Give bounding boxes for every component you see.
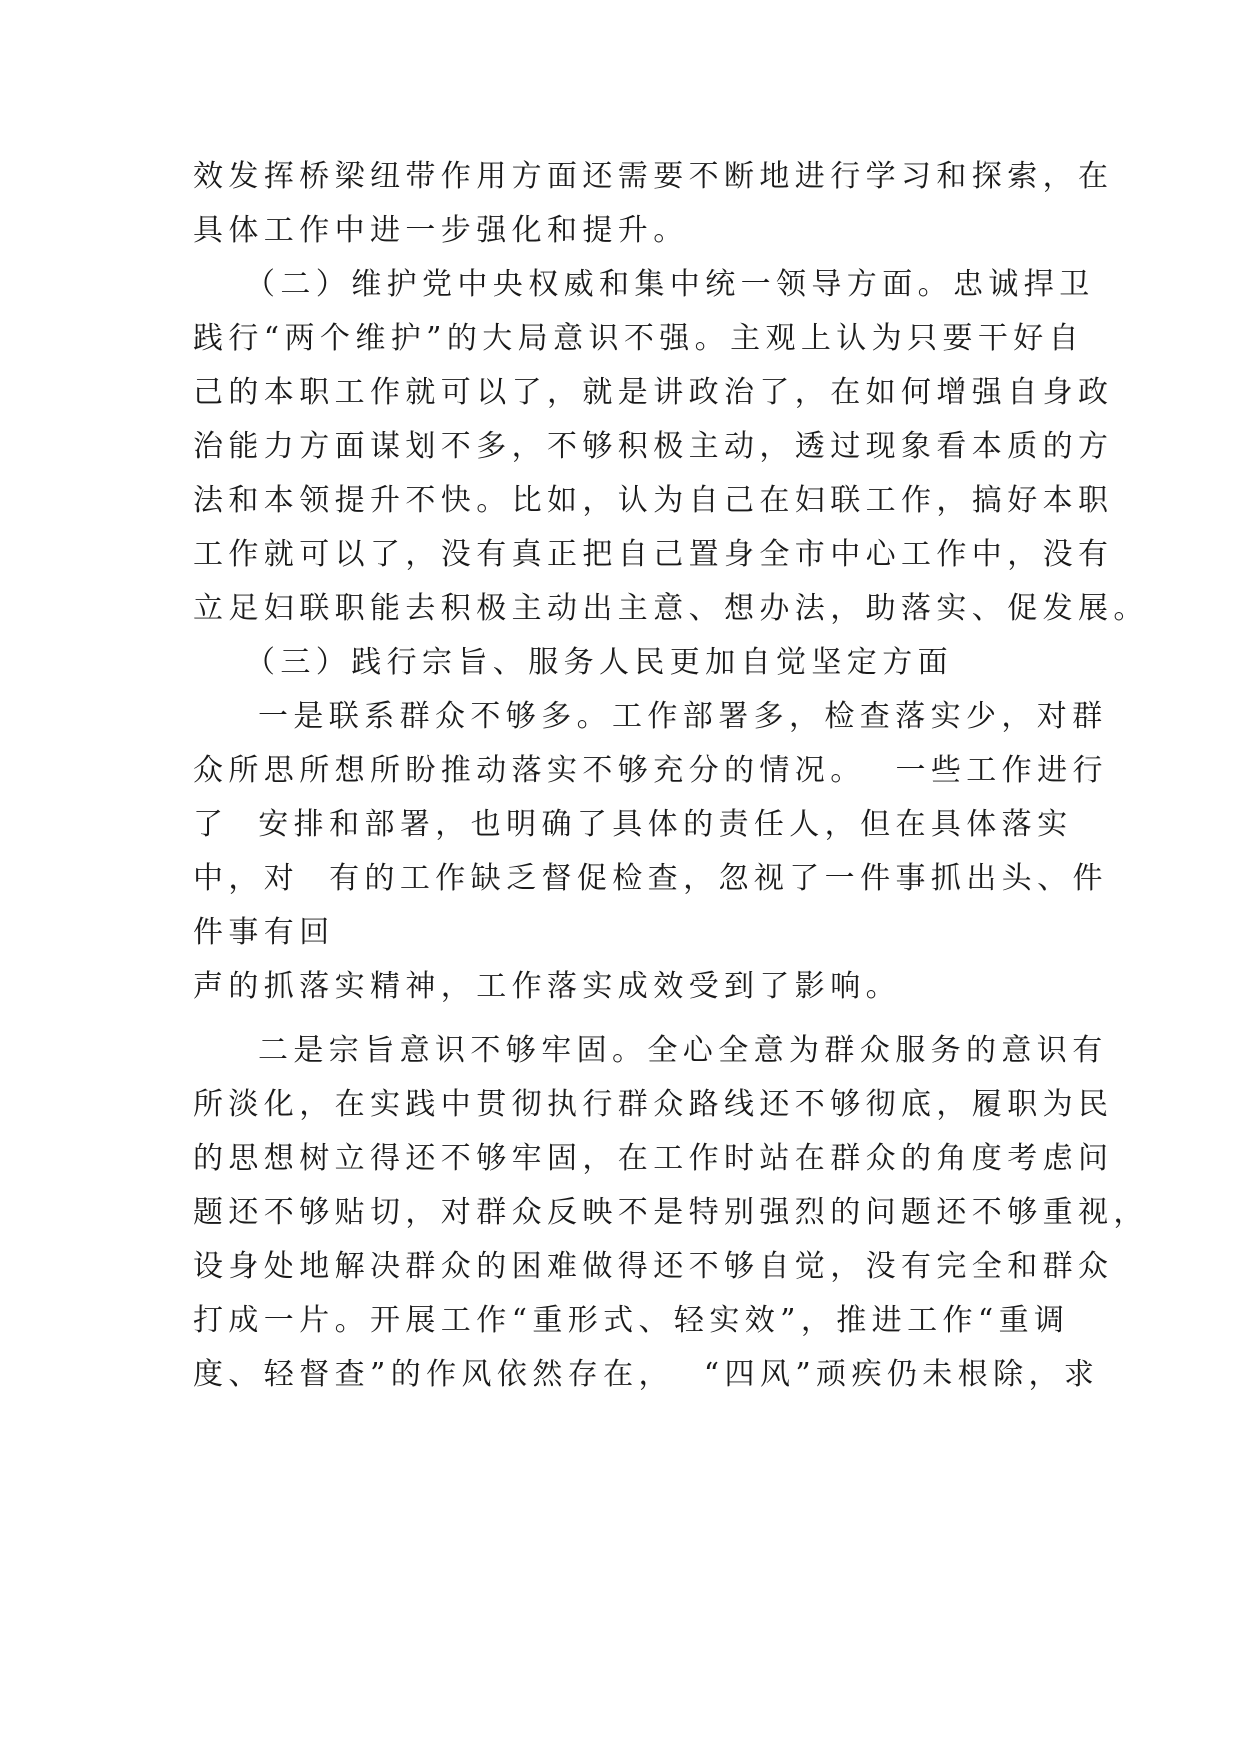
- text-line: 己的本职工作就可以了，就是讲政治了，在如何增强自身政: [193, 375, 1114, 410]
- paragraph-start: 二是宗旨意识不够牢固。全心全意为群众服务的意识有: [258, 1033, 1108, 1068]
- text-line: 所淡化，在实践中贯彻执行群众路线还不够彻底，履职为民: [193, 1087, 1114, 1122]
- section-heading-3: （三）践行宗旨、服务人民更加自觉坚定方面: [245, 645, 953, 680]
- text-line: 众所思所想所盼推动落实不够充分的情况。 一些工作进行: [193, 753, 1108, 788]
- text-line: 法和本领提升不快。比如，认为自己在妇联工作，搞好本职: [193, 483, 1114, 518]
- text-line: 设身处地解决群众的困难做得还不够自觉，没有完全和群众: [193, 1249, 1114, 1284]
- text-line: 了 安排和部署，也明确了具体的责任人，但在具体落实: [193, 807, 1073, 842]
- text-line: 治能力方面谋划不多，不够积极主动，透过现象看本质的方: [193, 429, 1114, 464]
- text-line: 声的抓落实精神，工作落实成效受到了影响。: [193, 969, 901, 1004]
- text-line: 工作就可以了，没有真正把自己置身全市中心工作中，没有: [193, 537, 1114, 572]
- text-line: 中，对 有的工作缺乏督促检查，忽视了一件事抓出头、件: [193, 861, 1108, 896]
- paragraph-start: 一是联系群众不够多。工作部署多，检查落实少，对群: [258, 699, 1108, 734]
- section-heading-2: （二）维护党中央权威和集中统一领导方面。忠诚捍卫: [245, 267, 1095, 302]
- text-line: 件事有回: [193, 915, 335, 950]
- text-line: 立足妇联职能去积极主动出主意、想办法，助落实、促发展。: [193, 591, 1149, 626]
- text-line: 践行“两个维护”的大局意识不强。主观上认为只要干好自: [193, 321, 1085, 356]
- text-line: 具体工作中进一步强化和提升。: [193, 213, 689, 248]
- text-line: 度、轻督查”的作风依然存在， “四风”顽疾仍未根除，求: [193, 1357, 1100, 1392]
- text-line: 打成一片。开展工作“重形式、轻实效”，推进工作“重调: [193, 1303, 1070, 1338]
- text-line: 题还不够贴切，对群众反映不是特别强烈的问题还不够重视，: [193, 1195, 1149, 1230]
- text-line: 的思想树立得还不够牢固，在工作时站在群众的角度考虑问: [193, 1141, 1114, 1176]
- text-line: 效发挥桥梁纽带作用方面还需要不断地进行学习和探索，在: [193, 159, 1114, 194]
